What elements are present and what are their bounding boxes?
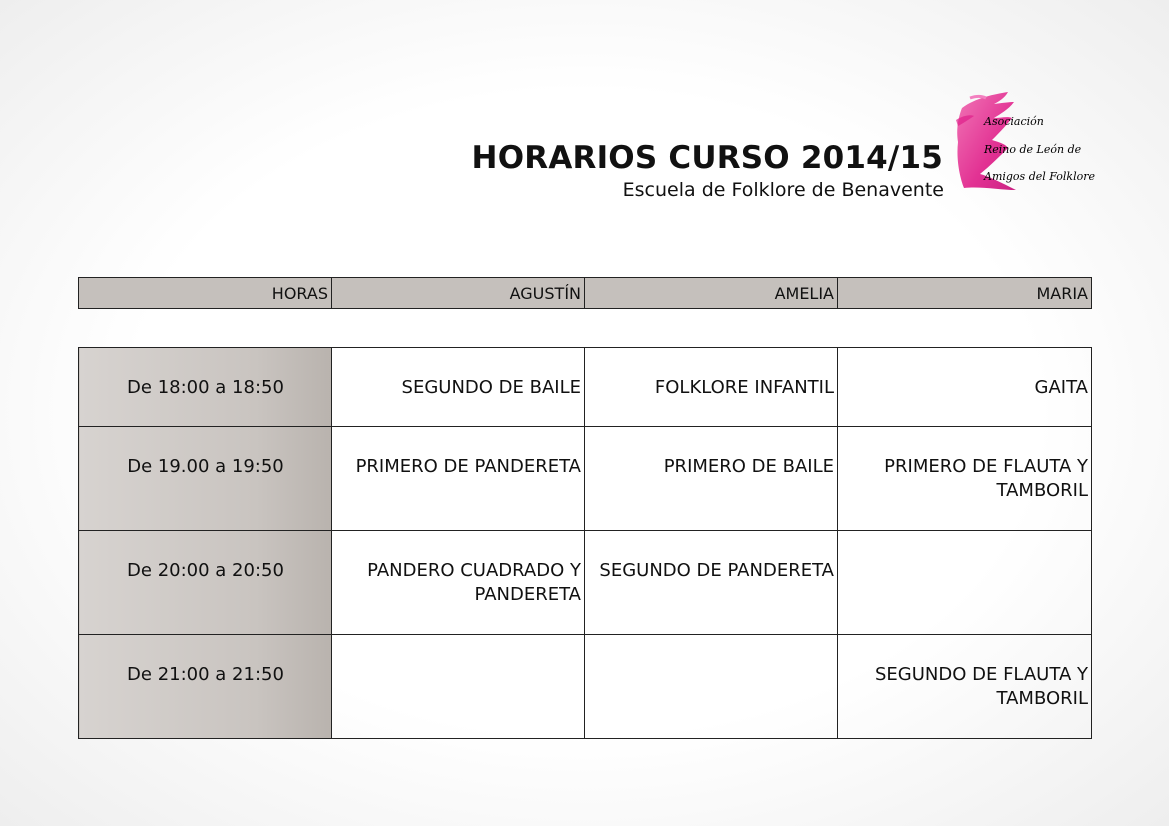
class-cell-maria: GAITA: [838, 348, 1092, 427]
page-subtitle: Escuela de Folklore de Benavente: [622, 179, 944, 201]
class-cell-agustin: SEGUNDO DE BAILE: [332, 348, 585, 427]
table-row: [79, 635, 1092, 739]
time-slot: De 18:00 a 18:50: [79, 348, 332, 427]
class-cell-agustin: [332, 635, 585, 739]
column-header-maria: MARIA: [838, 278, 1092, 309]
logo-text-line3: Amigos del Folklore: [984, 170, 1096, 183]
schedule-table: [78, 347, 1092, 739]
time-slot: De 20:00 a 20:50: [79, 531, 332, 635]
class-cell-agustin: PRIMERO DE PANDERETA: [332, 427, 585, 531]
logo-text-line1: Asociación: [984, 115, 1044, 128]
column-header-agustin: AGUSTÍN: [332, 278, 585, 309]
class-cell-amelia: PRIMERO DE BAILE: [585, 427, 838, 531]
class-cell-amelia: [585, 635, 838, 739]
class-cell-maria: SEGUNDO DE FLAUTA Y TAMBORIL: [838, 635, 1092, 739]
class-cell-maria: [838, 531, 1092, 635]
page-title: HORARIOS CURSO 2014/15: [471, 140, 943, 176]
class-cell-agustin: PANDERO CUADRADO Y PANDERETA: [332, 531, 585, 635]
class-cell-amelia: SEGUNDO DE PANDERETA: [585, 531, 838, 635]
table-row: [79, 348, 1092, 427]
class-cell-amelia: FOLKLORE INFANTIL: [585, 348, 838, 427]
table-row: [79, 531, 1092, 635]
table-row: [79, 427, 1092, 531]
class-cell-maria: PRIMERO DE FLAUTA Y TAMBORIL: [838, 427, 1092, 531]
schedule-header: [78, 277, 1092, 309]
time-slot: De 19.00 a 19:50: [79, 427, 332, 531]
time-slot: De 21:00 a 21:50: [79, 635, 332, 739]
column-header-amelia: AMELIA: [585, 278, 838, 309]
header-row: [79, 278, 1092, 309]
column-header-horas: HORAS: [79, 278, 332, 309]
logo-text-line2: Reino de León de: [984, 143, 1082, 156]
